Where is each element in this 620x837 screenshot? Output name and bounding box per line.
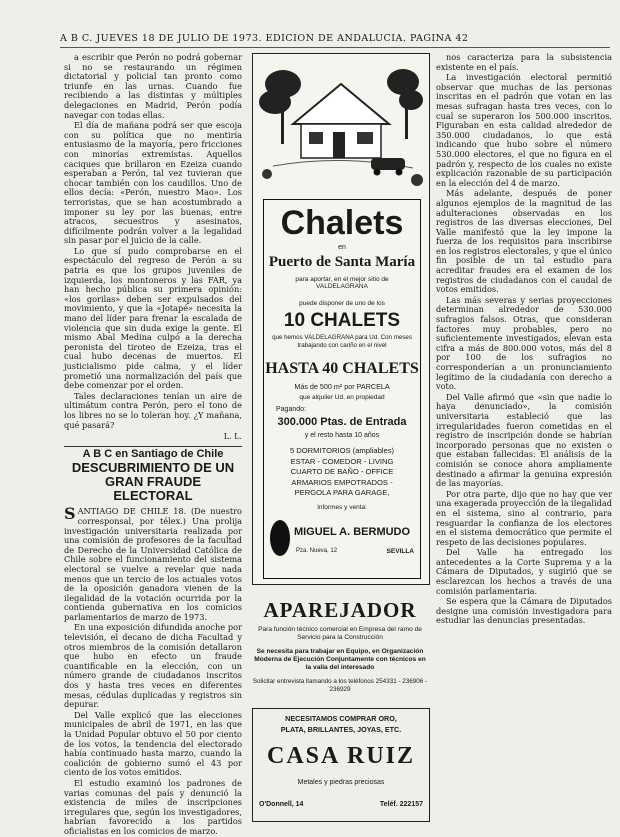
ad-agent: MIGUEL A. BERMUDO (293, 526, 411, 538)
article-paragraph: Se espera que la Cámara de Diputados designe una comisión investigadora para estudiar las denuncias presentadas. (436, 596, 612, 626)
house-illustration (253, 54, 429, 194)
ad-address: Pza. Nueva, 12 (296, 548, 338, 554)
section-title: A B C en Santiago de Chile (64, 446, 242, 460)
feature-item: ESTAR - COMEDOR - LIVING (290, 456, 394, 466)
feature-item: CUARTO DE BAÑO - OFFICE (290, 467, 394, 476)
ad-up-to: HASTA 40 CHALETS (265, 360, 419, 377)
ad-line: Se necesita para trabajar en Equipo, en Organización Moderna de Ejecución Conjuntamente con técnicos en la valía del interesado (254, 648, 426, 671)
article-paragraph: El día de mañana podrá ser que escoja con su política que no mentiría entusiasmo de la mayoría, pero fricciones con minorías extremistas. Aquellos caciques que brillaron en Ezeiza cuando esperaban a Perón, tal vez tuvieran que chocar también con los caudillos. Uno de ellos decía: «Perón, nuestro Mao». Los terroristas, que se han acostumbrado a imponer su ley por las buenas, entre atracos, secuestros y asesinatos, difícilmente podrán volver a la legalidad sin pasar por el juicio de la calle. (64, 120, 242, 246)
ad-phone: Teléf. 222157 (379, 801, 423, 808)
article-paragraph: Más adelante, después de poner algunos ejemplos de la magnitud de las adulteraciones observadas en los registros de las diversas elecciones, Del Valle manifestó que la ley impone la fuerza de los requisitos para inscribirse en los registros electorales, y que el único fin posible de un tal estudio para acreditar fraudes era el examen de los registros de ciudadanos con el caudal de votos emitidos. (436, 188, 612, 295)
ad-title: Chalets (280, 204, 404, 242)
ad-tagline: Metales y piedras preciosas (297, 779, 385, 786)
ad-place: Puerto de Santa María (268, 254, 416, 270)
ad-line: PLATA, BRILLANTES, JOYAS, ETC. (280, 725, 402, 734)
ad-info: Informes y venta: (317, 504, 367, 511)
right-column (436, 53, 612, 821)
ad-subline: para aportar, en el mejor sitio de VALDELAGRANA (295, 276, 389, 290)
casa-ruiz-advertisement (252, 708, 430, 822)
headline: DESCUBRIMIENTO DE UN GRAN FRAUDE ELECTORAL (71, 460, 235, 504)
ad-rest: y el resto hasta 10 años (304, 432, 380, 439)
ad-contact: Solicitar entrevista llamando a los teléfonos 254331 - 236906 - 236929 (252, 678, 428, 693)
ad-lead: puede disponer de uno de los (299, 300, 385, 307)
feature-item: PERGOLA PARA GARAGE, (294, 488, 390, 497)
article-paragraph: Por otra parte, dijo que no hay que ver una exagerada proyección de la ilegalidad en el sistema, sino al contrario, para resguardar la confianza de los electores en el sistema democrático que permite el respeto de las decisiones populares. (436, 488, 612, 547)
article-paragraph: En una exposición difundida anoche por televisión, el decano de dicha Facultad y otros miembros de la comisión detallaron que hubo en efecto un fraude cuantificable en la elección, con un número grande de ciudadanos inscritos dos y hasta tres veces en diferentes mesas, cédulas duplicadas y registros sin depurar. (64, 622, 242, 710)
ad-approx: que alquiler Ud. en propiedad (299, 394, 385, 401)
feature-item: ARMARIOS EMPOTRADOS - (291, 477, 393, 487)
article-paragraph: La investigación electoral permitió observar que muchas de las personas inscritas en el padrón que votan en las mesas sufragan hasta tres veces, con lo cual se superaron los 500.000 inscritos. Figuraban en esta calidad alrededor de 350.000 ciudadanos, lo que está indicando que hubo sobre el número 530.000 electores, el que no figura en el padrón y, respecto de los cuales no existe explicación razonable de su participación en la elección del 4 de marzo. (436, 72, 612, 188)
chalets-advertisement (252, 53, 430, 585)
article-paragraph: nos caracteriza para la subsistencia existente en el país. (436, 52, 612, 72)
ad-address: O'Donnell, 14 (259, 801, 304, 808)
ad-en: en (338, 244, 346, 251)
ad-title: APAREJADOR (263, 598, 417, 622)
article-paragraph: Del Valle afirmó que «sin que nadie lo haya denunciado», la comisión universitaria estableció que las irregularidades fueron cometidas en el registro de inscripción donde se habrían incorporado personas que no existen o que estaban fallecidas. El análisis de la comisión se conoce ahora ampliamente destinado a afirmar la genuina expresión de las mayorías. (436, 391, 612, 489)
ad-pagando: Pagando: (276, 406, 306, 413)
ad-price: 300.000 Ptas. de Entrada (277, 416, 407, 428)
feature-item: 5 DORMITORIOS (ampliables) (289, 446, 395, 455)
ad-line: NECESITAMOS COMPRAR ORO, (285, 714, 397, 723)
ad-line: Para función técnico comercial en Empresa del ramo de Servicio para la Construcción (258, 626, 422, 641)
ad-name: CASA RUIZ (266, 743, 416, 769)
article-paragraph: El estudio examinó los padrones de varias comunas del país y denunció la existencia de miles de inscripciones irregulares que, según los investigadores, habrían favorecido a los partidos oficialistas en los comicios de marzo. (64, 777, 242, 836)
ad-city: SEVILLA (386, 548, 414, 555)
article-signature: L. L. (223, 432, 242, 442)
article-paragraph: Del Valle explicó que las elecciones municipales de abril de 1971, en las que la Unidad Popular obtuvo el 50 por ciento de los votos, la tendencia del electorado había continuado hasta marzo, cuando la coalición de gobierno sumó el 43 por ciento de los votos emitidos. (64, 709, 242, 778)
article-paragraph: Del Valle ha entregado los antecedentes a la Corte Suprema y a la Cámara de Diputados, y sugirió que se esclarezcan los hechos a través de una comisión parlamentaria. (436, 547, 612, 596)
article-paragraph: Lo que sí pudo comprobarse en el espectáculo del regreso de Perón a su patria es que los grupos juveniles de izquierda, los montoneros y las FAR, ya han hecho pública su primera opinión: «los gorilas» deben ser expulsados del movimiento, y que la «Jotapé» necesita la mano del líder para frenar la escalada de violencia que sin duda exige la gente. El mismo Abal Medina culpó a la derecha peronista del tiroteo de Ezeiza, tras el cual hubo decenas de muertos. El justicialismo pide calma, y el líder prometió una normalización del país que debe comenzar por el orden. (64, 245, 242, 391)
ad-features (264, 446, 420, 499)
ad-count: 10 CHALETS (283, 310, 401, 331)
article-paragraph: Tales declaraciones tenían un aire de ultimátum contra Perón, pero el tono de los libres no se lo toleran hoy. ¿Y mañana, qué pasará? (64, 390, 242, 430)
aparejador-advertisement (252, 598, 428, 698)
ad-size: Más de 500 m² por PARCELA (294, 382, 390, 391)
ad-desc: que hemos VALDELAGRANA para Ud. Con meses trabajando con cariño en el nivel (272, 334, 412, 349)
article-paragraph: Las más severas y serias proyecciones determinan alrededor de 530.000 sufragios falsos. Otras, que consideran factores muy probables, pero no suficientemente investigados, elevan esta cifra a más de 800.000 votos, más del 8 por 100 de los sufragios no corresponderían a un pronunciamiento legítimo de la ciudadanía con derecho a voto. (436, 294, 612, 392)
chalets-ad-box (263, 199, 421, 579)
article-paragraph: ANTIAGO DE CHILE 18. (De nuestro corresponsal, por télex.) Una prolija investigación universitaria realizada por una comisión de profesores de la facultad de Derecho de la Universidad Católica de Chile sobre el funcionamiento del sistema electoral se vuelve a revelar que nada menos que un tercio de los actuales votos de la oposición ganadora vienen de la ilegalidad de la votación ocurrida por la contienda gubernativa en los comicios parlamentarios de marzo de 1973. (64, 506, 242, 622)
dropcap: S (64, 504, 76, 524)
page-header: A B C. JUEVES 18 DE JULIO DE 1973. EDICION DE ANDALUCIA. PAGINA 42 (60, 33, 610, 48)
article-paragraph: a escribir que Perón no podrá gobernar si no se restaurando un régimen dictatorial y policial tan pronto como triunfe en las urnas. Cuando fue recibiendo a las distintas y múltiples delegaciones en Madrid, Perón podía navegar con todas ellas. (64, 52, 242, 120)
left-column (64, 52, 242, 836)
